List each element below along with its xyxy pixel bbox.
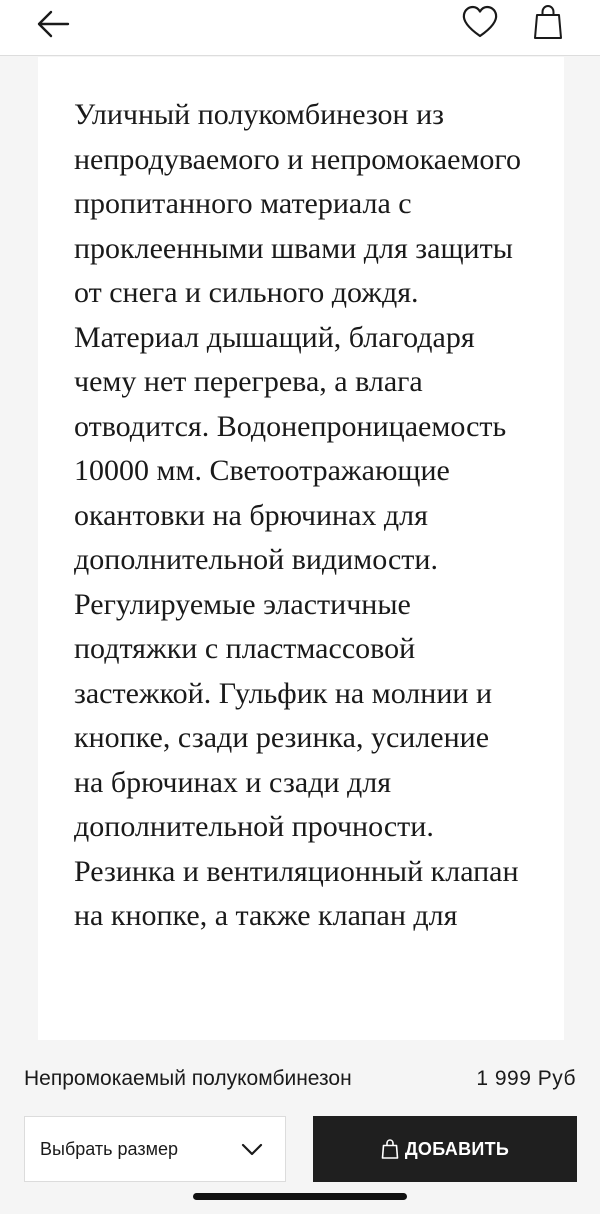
bag-button[interactable] (524, 0, 572, 44)
top-navigation-bar (0, 0, 600, 56)
size-selector-label: Выбрать размер (40, 1139, 178, 1159)
shopping-bag-icon (381, 1139, 399, 1159)
product-description-text: Уличный полукомбинезон из непродуваемого и непромокаемого пропитанного материала с проклеенными швами для защиты от снега и сильного дождя. Материал дышащий, благодаря чему нет перегрева, а влага отводится. Водонепроницаемость 10000 мм. Светоотражающие окантовки на брючинах для дополнительной видимости. Регулируемые эластичные подтяжки с пластмассовой застежкой. Гульфик на молнии и кнопке, сзади резинка, усиление на брючинах и сзади для дополнительной прочности. Резинка и вентиляционный клапан на кнопке, а также клапан для (74, 98, 521, 932)
product-description-card (38, 57, 564, 1040)
home-indicator[interactable] (193, 1193, 407, 1200)
add-to-cart-button[interactable] (313, 1116, 577, 1182)
product-name: Непромокаемый полукомбинезон (24, 1067, 352, 1090)
back-button[interactable] (28, 2, 78, 46)
chevron-down-icon (241, 1141, 263, 1157)
favorite-button[interactable] (456, 0, 504, 44)
heart-icon (461, 5, 499, 39)
arrow-left-icon (36, 10, 70, 38)
shopping-bag-icon (532, 4, 564, 40)
product-price: 1 999 Руб (476, 1067, 576, 1090)
purchase-panel (0, 1041, 600, 1214)
size-selector[interactable] (24, 1116, 286, 1182)
add-to-cart-label: ДОБАВИТЬ (404, 1138, 510, 1159)
